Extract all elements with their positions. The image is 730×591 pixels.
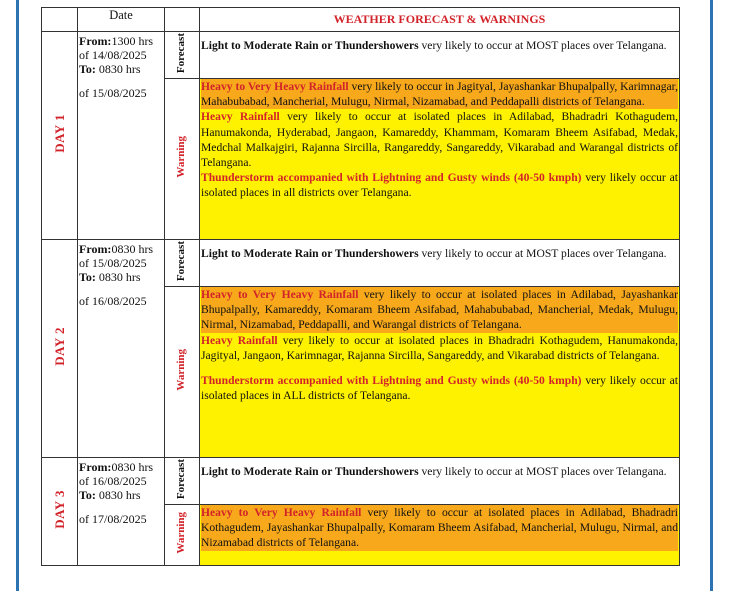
day1-period <box>79 34 163 77</box>
day1-forecast-rest: very likely to occur at MOST places over Telangana. <box>418 39 667 52</box>
day2-to-label: To: <box>79 270 96 285</box>
day1-warning-3 <box>201 170 678 200</box>
day3-warning-type-label: Warning <box>175 512 188 554</box>
day2-warning-1-text: very likely to occur at isolated places in Adilabad, Jayashankar Bhupalpally, Kamareddy, Komaram Bheem Asifabad, Mahabubabad, Mancherial, Medak, Mulugu, Nirmal, Nizamabad, Peddapalli, and Warangal districts of Telangana. <box>201 288 678 332</box>
date-column-header: Date <box>78 8 165 32</box>
day2-forecast-rest: very likely to occur at MOST places over Telangana. <box>418 247 667 260</box>
day2-period <box>79 242 163 285</box>
day3-to-label: To: <box>79 488 96 503</box>
day1-to-label: To: <box>79 62 96 77</box>
day1-forecast-type-cell <box>165 32 200 79</box>
day2-warning-3 <box>201 373 678 403</box>
day2-label: DAY 2 <box>51 327 67 366</box>
day3-label: DAY 3 <box>51 490 67 529</box>
day3-to-value: 0830 hrs <box>98 488 141 503</box>
day2-forecast-type-cell <box>165 240 200 287</box>
day2-date-cell <box>78 240 165 458</box>
page-frame-left <box>16 0 19 591</box>
day1-warning-2-text: very likely to occur at isolated places in Adilabad, Bhadradri Kothagudem, Hanumakonda, Hyderabad, Jangaon, Kamareddy, Khammam, Komaram Bheem Asifabad, Medak, Medchal Malkajgiri, Rajanna Sircilla, Rangareddy, Sangareddy, Vikarabad and Warangal districts of Telangana. <box>201 110 678 170</box>
day1-from-label: From: <box>79 34 112 48</box>
day2-warning-2-bold: Heavy Rainfall <box>201 333 278 347</box>
day1-forecast-row <box>42 32 680 79</box>
day2-warning-3-bold: Thunderstorm accompanied with Lightning and Gusty winds (40-50 kmph) <box>201 374 582 388</box>
day3-forecast-type-label: Forecast <box>175 458 188 499</box>
day3-date-cell <box>78 458 165 566</box>
table-title: WEATHER FORECAST & WARNINGS <box>200 8 680 32</box>
day1-warning-type-label: Warning <box>175 136 188 178</box>
day3-warning-1-bold: Heavy to Very Heavy Rainfall <box>201 506 362 519</box>
day1-forecast-text <box>200 32 680 79</box>
spacer-header-cell <box>42 8 78 32</box>
day3-warning-1-text: very likely to occur at isolated places in Adilabad, Bhadradri Kothagudem, Jayashankar Bhupalpally, Komaram Bheem Asifabad, Mancherial, Mulugu, Nirmal, and Nizamabad districts of Telangana. <box>201 506 678 550</box>
day2-warning-type-label: Warning <box>175 349 188 391</box>
day1-warning-2-bold: Heavy Rainfall <box>201 110 280 124</box>
day3-forecast-row <box>42 458 680 505</box>
day2-from-label: From: <box>79 242 112 256</box>
day3-warning-1 <box>201 505 678 551</box>
day3-forecast-bold: Light to Moderate Rain or Thundershowers <box>201 465 419 478</box>
day3-to-date: of 17/08/2025 <box>79 511 147 526</box>
day1-to-date: of 15/08/2025 <box>79 85 147 100</box>
day3-label-cell <box>42 458 78 566</box>
day1-warning-1 <box>201 79 678 109</box>
day1-warning-1-bold: Heavy to Very Heavy Rainfall <box>201 80 349 93</box>
day3-forecast-rest: very likely to occur at MOST places over Telangana. <box>418 465 667 478</box>
day1-warning-text <box>200 79 680 240</box>
day2-warning-text <box>200 287 680 458</box>
day3-from-value: 0830 hrs of 16/08/2025 <box>79 460 154 489</box>
day1-warning-3-text: very likely occur at isolated places in all districts over Telangana. <box>201 171 678 200</box>
day1-label: DAY 1 <box>51 114 67 153</box>
day3-forecast-type-cell <box>165 458 200 505</box>
day2-warning-2 <box>201 333 678 363</box>
day2-to-value: 0830 hrs <box>98 270 141 285</box>
day1-warning-2 <box>201 109 678 170</box>
day1-warning-type-cell <box>165 79 200 240</box>
type-column-header <box>165 8 200 32</box>
page-frame-right <box>710 0 713 591</box>
day2-from-value: 0830 hrs of 15/08/2025 <box>79 242 154 271</box>
day1-forecast-bold: Light to Moderate Rain or Thundershowers <box>201 39 419 52</box>
day1-warning-1-text: very likely to occur in Jagityal, Jayashankar Bhupalpally, Karimnagar, Mahabubabad, Mancherial, Mulugu, Nirmal, Nizamabad, and Peddapalli districts of Telangana. <box>201 80 678 109</box>
day3-from-label: From: <box>79 460 112 474</box>
day2-forecast-text <box>200 240 680 287</box>
header-row <box>42 8 680 32</box>
day3-warning-text <box>200 505 680 566</box>
day2-warning-1 <box>201 287 678 333</box>
day1-date-cell <box>78 32 165 240</box>
day2-warning-1-bold: Heavy to Very Heavy Rainfall <box>201 288 359 301</box>
day2-label-cell <box>42 240 78 458</box>
day1-warning-3-bold: Thunderstorm accompanied with Lightning and Gusty winds (40-50 kmph) <box>201 171 582 185</box>
day3-period <box>79 460 163 503</box>
day3-forecast-text <box>200 458 680 505</box>
day2-forecast-bold: Light to Moderate Rain or Thundershowers <box>201 247 419 260</box>
day1-label-cell <box>42 32 78 240</box>
day1-from-value: 1300 hrs of 14/08/2025 <box>79 34 154 63</box>
day2-forecast-type-label: Forecast <box>175 240 188 281</box>
day2-warning-3-text: very likely occur at isolated places in ALL districts of Telangana. <box>201 374 678 403</box>
forecast-table <box>41 7 680 566</box>
day3-warning-type-cell <box>165 505 200 566</box>
day2-to-date: of 16/08/2025 <box>79 293 147 308</box>
day2-warning-2-text: very likely to occur at isolated places in Bhadradri Kothagudem, Hanumakonda, Jagityal, Jangaon, Karimnagar, Rajanna Sircilla, Sangareddy, and Vikarabad districts of Telangana. <box>201 333 678 362</box>
day2-forecast-row <box>42 240 680 287</box>
day1-to-value: 0830 hrs <box>98 62 141 77</box>
day1-forecast-type-label: Forecast <box>175 32 188 73</box>
day2-warning-type-cell <box>165 287 200 458</box>
